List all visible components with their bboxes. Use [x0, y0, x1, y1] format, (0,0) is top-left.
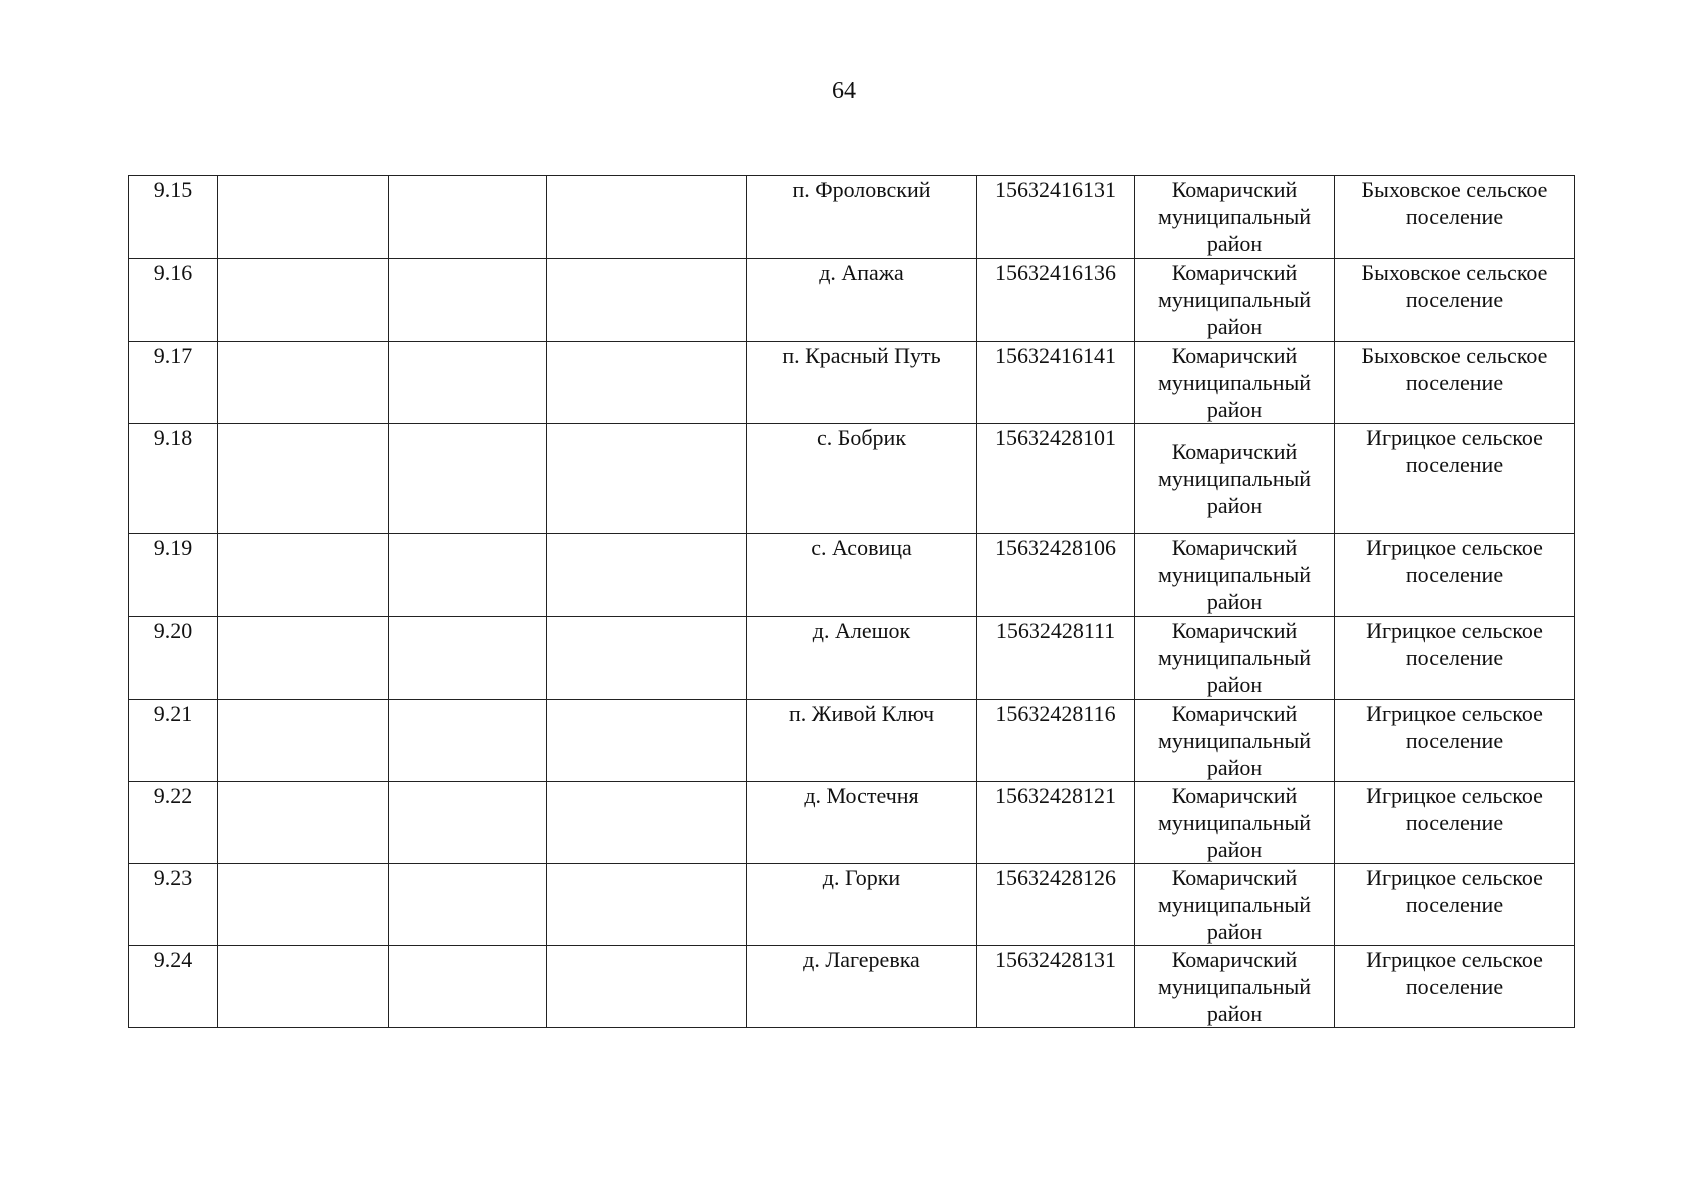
- district-cell: Комаричский муниципальный район: [1135, 534, 1335, 617]
- empty-cell: [547, 864, 747, 946]
- oktmo-code-cell: 15632416136: [977, 259, 1135, 342]
- page-number: 64: [832, 78, 856, 104]
- district-cell: Комаричский муниципальный район: [1135, 700, 1335, 782]
- settlement-name-cell: п. Фроловский: [747, 176, 977, 259]
- table-row: [129, 176, 1575, 259]
- table-row: [129, 700, 1575, 782]
- empty-cell: [547, 534, 747, 617]
- row-number: 9.23: [129, 864, 218, 946]
- empty-cell: [547, 617, 747, 700]
- empty-cell: [547, 176, 747, 259]
- district-cell: Комаричский муниципальный район: [1135, 782, 1335, 864]
- empty-cell: [547, 700, 747, 782]
- district-cell: Комаричский муниципальный район: [1135, 342, 1335, 424]
- settlement-name-cell: п. Живой Ключ: [747, 700, 977, 782]
- empty-cell: [389, 617, 547, 700]
- settlement-name-cell: д. Мостечня: [747, 782, 977, 864]
- settlements-table: [128, 175, 1575, 1028]
- district-cell: Комаричский муниципальный район: [1135, 946, 1335, 1028]
- empty-cell: [218, 534, 389, 617]
- empty-cell: [389, 342, 547, 424]
- empty-cell: [218, 259, 389, 342]
- settlement-name-cell: п. Красный Путь: [747, 342, 977, 424]
- district-cell: Комаричский муниципальный район: [1135, 864, 1335, 946]
- empty-cell: [218, 617, 389, 700]
- empty-cell: [547, 342, 747, 424]
- row-number: 9.24: [129, 946, 218, 1028]
- empty-cell: [547, 946, 747, 1028]
- settlement-name-cell: д. Апажа: [747, 259, 977, 342]
- table-row: [129, 864, 1575, 946]
- settlement-name-cell: д. Горки: [747, 864, 977, 946]
- oktmo-code-cell: 15632428111: [977, 617, 1135, 700]
- empty-cell: [218, 864, 389, 946]
- settlement-name-cell: с. Бобрик: [747, 424, 977, 534]
- oktmo-code-cell: 15632428101: [977, 424, 1135, 534]
- empty-cell: [547, 259, 747, 342]
- row-number: 9.22: [129, 782, 218, 864]
- table-row: [129, 617, 1575, 700]
- municipality-cell: Игрицкое сельское поселение: [1335, 424, 1575, 534]
- table-row: [129, 946, 1575, 1028]
- municipality-cell: Быховское сельское поселение: [1335, 342, 1575, 424]
- row-number: 9.15: [129, 176, 218, 259]
- oktmo-code-cell: 15632416141: [977, 342, 1135, 424]
- municipality-cell: Игрицкое сельское поселение: [1335, 864, 1575, 946]
- oktmo-code-cell: 15632428106: [977, 534, 1135, 617]
- empty-cell: [389, 700, 547, 782]
- empty-cell: [389, 534, 547, 617]
- empty-cell: [218, 424, 389, 534]
- table-row: [129, 424, 1575, 534]
- municipality-cell: Быховское сельское поселение: [1335, 259, 1575, 342]
- empty-cell: [547, 782, 747, 864]
- empty-cell: [389, 259, 547, 342]
- empty-cell: [547, 424, 747, 534]
- municipality-cell: Игрицкое сельское поселение: [1335, 534, 1575, 617]
- oktmo-code-cell: 15632428131: [977, 946, 1135, 1028]
- oktmo-code-cell: 15632416131: [977, 176, 1135, 259]
- empty-cell: [218, 782, 389, 864]
- empty-cell: [389, 424, 547, 534]
- empty-cell: [389, 782, 547, 864]
- municipality-cell: Игрицкое сельское поселение: [1335, 946, 1575, 1028]
- municipality-cell: Игрицкое сельское поселение: [1335, 782, 1575, 864]
- row-number: 9.16: [129, 259, 218, 342]
- settlement-name-cell: д. Лагеревка: [747, 946, 977, 1028]
- settlement-name-cell: д. Алешок: [747, 617, 977, 700]
- table-row: [129, 534, 1575, 617]
- table-row: [129, 259, 1575, 342]
- oktmo-code-cell: 15632428121: [977, 782, 1135, 864]
- empty-cell: [218, 176, 389, 259]
- municipality-cell: Быховское сельское поселение: [1335, 176, 1575, 259]
- district-cell: Комаричский муниципальный район: [1135, 617, 1335, 700]
- empty-cell: [389, 946, 547, 1028]
- table-row: [129, 342, 1575, 424]
- settlement-name-cell: с. Асовица: [747, 534, 977, 617]
- empty-cell: [389, 176, 547, 259]
- empty-cell: [218, 700, 389, 782]
- oktmo-code-cell: 15632428126: [977, 864, 1135, 946]
- row-number: 9.19: [129, 534, 218, 617]
- district-cell: Комаричский муниципальный район: [1135, 259, 1335, 342]
- empty-cell: [218, 946, 389, 1028]
- row-number: 9.20: [129, 617, 218, 700]
- row-number: 9.18: [129, 424, 218, 534]
- district-cell: Комаричский муниципальный район: [1135, 424, 1335, 534]
- municipality-cell: Игрицкое сельское поселение: [1335, 700, 1575, 782]
- empty-cell: [218, 342, 389, 424]
- district-cell: Комаричский муниципальный район: [1135, 176, 1335, 259]
- row-number: 9.17: [129, 342, 218, 424]
- municipality-cell: Игрицкое сельское поселение: [1335, 617, 1575, 700]
- row-number: 9.21: [129, 700, 218, 782]
- oktmo-code-cell: 15632428116: [977, 700, 1135, 782]
- empty-cell: [389, 864, 547, 946]
- table-row: [129, 782, 1575, 864]
